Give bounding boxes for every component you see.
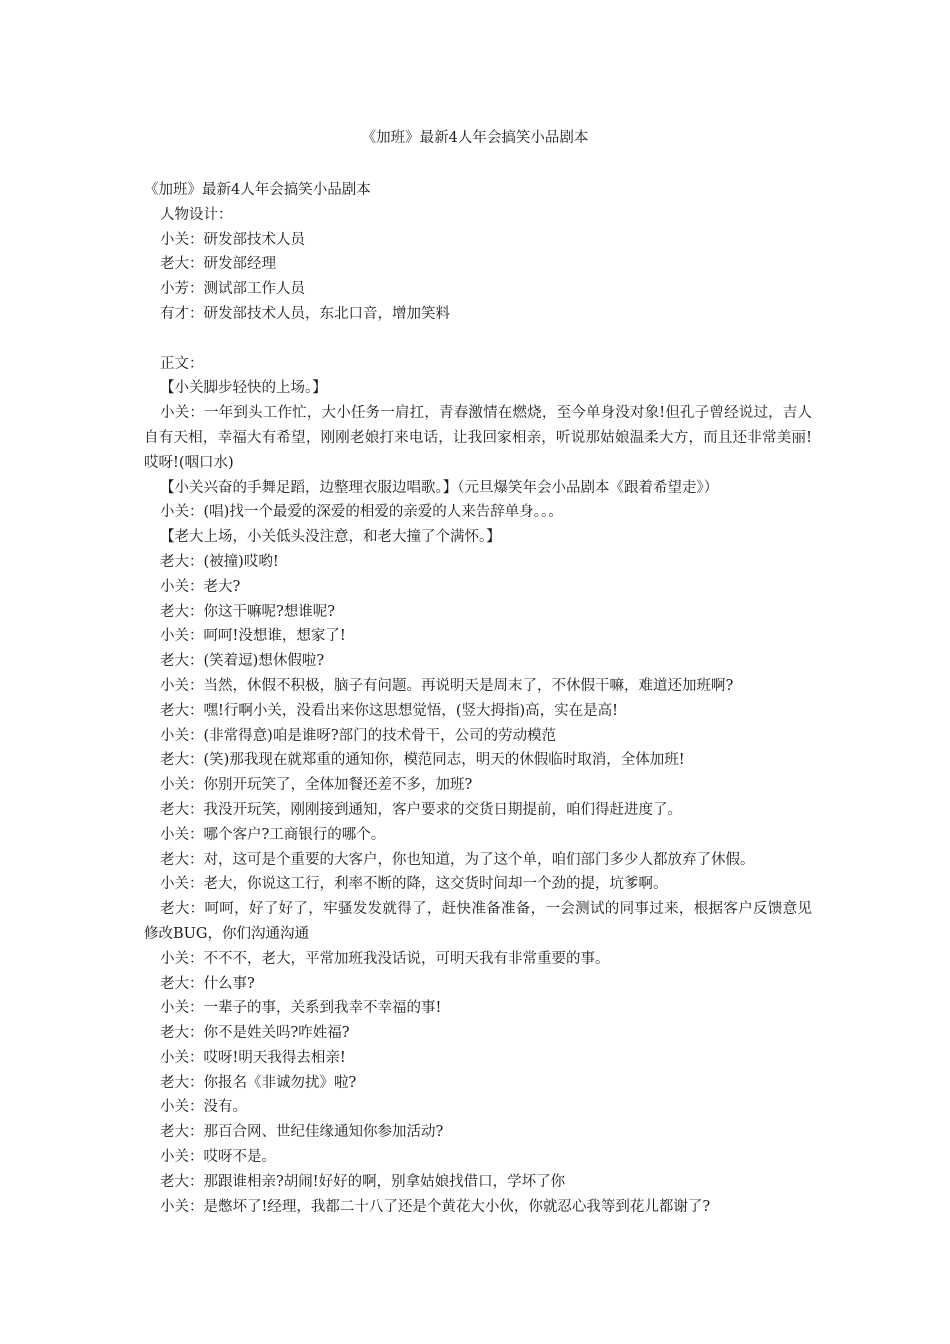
dialogue-line: 老大：你这干嘛呢?想谁呢? — [160, 603, 336, 620]
dialogue-line: 小关：你别开玩笑了，全体加餐还差不多，加班? — [160, 777, 473, 794]
dialogue-line: 老大：呵呵，好了好了，牢骚发发就得了，赶快准备准备，一会测试的同事过来，根据客户反馈意见修改BUG，你们沟通沟通 — [144, 901, 812, 942]
character-entry: 小芳：测试部工作人员 — [160, 281, 305, 298]
character-entry: 小关：研发部技术人员 — [160, 231, 305, 248]
dialogue-line: 小关：哎呀!明天我得去相亲! — [160, 1049, 346, 1066]
dialogue-line: 小关：是憋坏了!经理，我都二十八了还是个黄花大小伙，你就忍心我等到花儿都谢了? — [160, 1198, 711, 1215]
dialogue-line: 老大：什么事? — [160, 975, 255, 992]
dialogue-line: 小关：(唱)找一个最爱的深爱的相爱的亲爱的人来告辞单身。。。 — [160, 504, 563, 521]
dialogue-line: 老大：那跟谁相亲?胡闹!好好的啊，别拿姑娘找借口，学坏了你 — [160, 1173, 566, 1190]
characters-label: 人物设计： — [160, 206, 233, 223]
body-label: 正文： — [160, 355, 204, 372]
stage-direction: 【小关兴奋的手舞足蹈，边整理衣服边唱歌。】（元旦爆笑年会小品剧本《跟着希望走》） — [160, 479, 719, 496]
dialogue-line: 老大：(笑)那我现在就郑重的通知你，模范同志，明天的休假临时取消，全体加班! — [160, 752, 685, 769]
dialogue-line: 老大：我没开玩笑，刚刚接到通知，客户要求的交货日期提前，咱们得赶进度了。 — [160, 801, 682, 818]
dialogue-line: 老大：(笑着逗)想休假啦? — [160, 653, 325, 670]
dialogue-line: 老大：嘿!行啊小关，没看出来你这思想觉悟，(竖大拇指)高，实在是高! — [160, 702, 618, 719]
stage-direction: 【小关脚步轻快的上场。】 — [160, 380, 327, 397]
dialogue-line: 小关：老大，你说这工行，利率不断的降，这交货时间却一个劲的提，坑爹啊。 — [160, 876, 668, 893]
dialogue-line: 老大：那百合网、世纪佳缘通知你参加活动? — [160, 1124, 444, 1141]
dialogue-line: 老大：(被撞)哎哟! — [160, 553, 279, 570]
dialogue-line: 小关：(非常得意)咱是谁呀?部门的技术骨干，公司的劳动模范 — [160, 727, 557, 744]
document-body — [144, 178, 812, 1219]
document-title: 《加班》最新4人年会搞笑小品剧本 — [361, 130, 589, 146]
dialogue-line: 小关：当然，休假不积极，脑子有问题。再说明天是周末了，不休假干嘛，难道还加班啊? — [160, 677, 734, 694]
blank-line — [144, 327, 812, 352]
dialogue-line: 老大：你不是姓关吗?咋姓福? — [160, 1025, 350, 1042]
dialogue-line: 老大：你报名《非诚勿扰》啦? — [160, 1074, 357, 1091]
dialogue-line: 小关：老大? — [160, 578, 241, 595]
dialogue-line: 小关：不不不，老大，平常加班我没话说，可明天我有非常重要的事。 — [160, 950, 610, 967]
dialogue-line: 小关：一辈子的事，关系到我幸不幸福的事! — [160, 1000, 442, 1017]
character-entry: 老大：研发部经理 — [160, 256, 276, 273]
document-heading: 《加班》最新4人年会搞笑小品剧本 — [144, 182, 371, 198]
dialogue-line: 老大：对，这可是个重要的大客户，你也知道，为了这个单，咱们部门多少人都放弃了休假。 — [160, 851, 755, 868]
dialogue-line: 小关：没有。 — [160, 1099, 247, 1116]
dialogue-line: 小关：哪个客户?工商银行的哪个。 — [160, 826, 386, 843]
dialogue-line: 小关：一年到头工作忙，大小任务一肩扛，青春激情在燃烧，至今单身没对象!但孔子曾经说过，吉人自有天相，幸福大有希望，刚刚老娘打来电话，让我回家相亲，听说那姑娘温柔大方，而且还非常美丽!哎呀!(咽口水) — [144, 405, 812, 471]
character-entry: 有才：研发部技术人员，东北口音，增加笑料 — [160, 305, 450, 322]
dialogue-line: 小关：呵呵!没想谁，想家了! — [160, 628, 346, 645]
dialogue-line: 小关：哎呀不是。 — [160, 1149, 276, 1166]
stage-direction: 【老大上场，小关低头没注意，和老大撞了个满怀。】 — [160, 529, 501, 546]
